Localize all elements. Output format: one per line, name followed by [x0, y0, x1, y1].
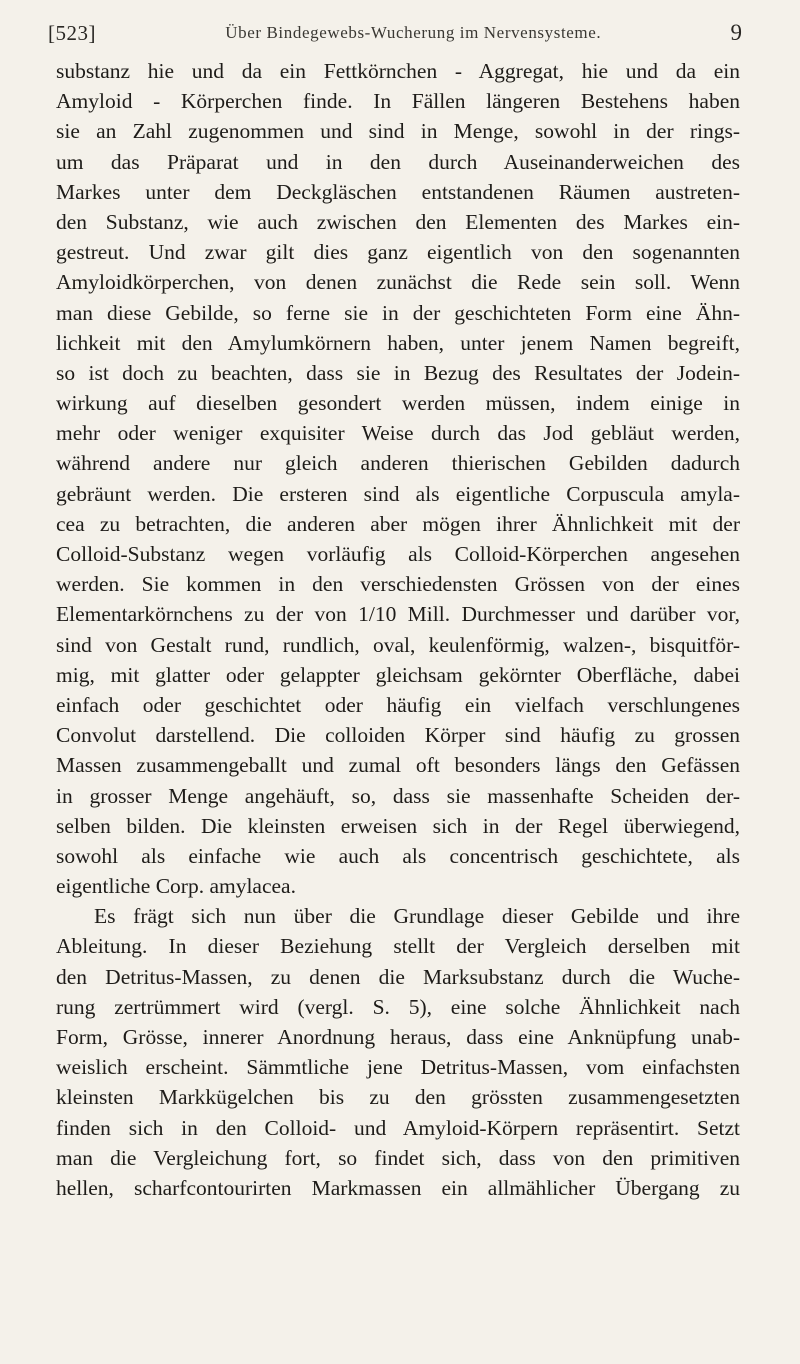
text-line: kleinsten Markkügelchen bis zu den grössten zusammengesetzten: [56, 1085, 740, 1110]
running-title: Über Bindegewebs-Wucherung im Nervensysteme.: [225, 23, 602, 42]
page-reference: [523]: [48, 20, 96, 45]
text-line: cea zu betrachten, die anderen aber mögen ihrer Ähnlichkeit mit der: [56, 511, 740, 536]
text-line: Massen zusammengeballt und zumal oft besonders längs den Gefässen: [56, 753, 740, 778]
text-line: lichkeit mit den Amylumkörnern haben, unter jenem Namen begreift,: [56, 330, 740, 355]
text-line: sie an Zahl zugenommen und sind in Menge, sowohl in der rings-: [56, 119, 740, 144]
text-line: den Substanz, wie auch zwischen den Elementen des Markes ein-: [56, 209, 740, 234]
text-line: Markes unter dem Deckgläschen entstandenen Räumen austreten-: [56, 179, 740, 204]
text-line: finden sich in den Colloid- und Amyloid-Körpern repräsentirt. Setzt: [56, 1115, 740, 1140]
page-number: 9: [730, 20, 742, 45]
paragraph-start-line: Es frägt sich nun über die Grundlage dieser Gebilde und ihre: [94, 904, 740, 929]
text-line: den Detritus-Massen, zu denen die Marksubstanz durch die Wuche-: [56, 964, 740, 989]
text-line: man die Vergleichung fort, so findet sich, dass von den primitiven: [56, 1145, 740, 1170]
body-text: [56, 56, 740, 1203]
text-line: Elementarkörnchens zu der von 1/10 Mill. Durchmesser und darüber vor,: [56, 602, 740, 627]
text-line: sowohl als einfache wie auch als concentrisch geschichtete, als: [56, 843, 740, 868]
text-line: mehr oder weniger exquisiter Weise durch das Jod gebläut werden,: [56, 421, 740, 446]
text-line: Amyloid - Körperchen finde. In Fällen längeren Bestehens haben: [56, 89, 740, 114]
text-line: weislich erscheint. Sämmtliche jene Detritus-Massen, vom einfachsten: [56, 1055, 740, 1080]
text-line: Ableitung. In dieser Beziehung stellt der Vergleich derselben mit: [56, 934, 740, 959]
text-line: Amyloidkörperchen, von denen zunächst die Rede sein soll. Wenn: [56, 270, 740, 295]
text-line: Colloid-Substanz wegen vorläufig als Colloid-Körperchen angesehen: [56, 542, 740, 566]
text-line: während andere nur gleich anderen thierischen Gebilden dadurch: [56, 451, 740, 476]
text-line: hellen, scharfcontourirten Markmassen ein allmählicher Übergang zu: [56, 1175, 740, 1200]
text-line: man diese Gebilde, so ferne sie in der geschichteten Form eine Ähn-: [56, 300, 740, 325]
text-line: einfach oder geschichtet oder häufig ein vielfach verschlungenes: [56, 692, 740, 717]
text-line: sind von Gestalt rund, rundlich, oval, keulenförmig, walzen-, bisquitför-: [56, 632, 740, 657]
text-line: wirkung auf dieselben gesondert werden müssen, indem einige in: [56, 391, 740, 416]
text-line: Form, Grösse, innerer Anordnung heraus, dass eine Anknüpfung unab-: [56, 1025, 740, 1049]
text-line: selben bilden. Die kleinsten erweisen sich in der Regel überwiegend,: [56, 813, 740, 838]
text-line: rung zertrümmert wird (vergl. S. 5), eine solche Ähnlichkeit nach: [56, 994, 740, 1019]
paragraph-end-line: eigentliche Corp. amylacea.: [56, 874, 296, 899]
text-line: mig, mit glatter oder gelappter gleichsam gekörnter Oberfläche, dabei: [56, 662, 740, 687]
text-line: gestreut. Und zwar gilt dies ganz eigentlich von den sogenannten: [56, 240, 740, 265]
text-line: substanz hie und da ein Fettkörnchen - Aggregat, hie und da ein: [56, 59, 740, 83]
text-line: so ist doch zu beachten, dass sie in Bezug des Resultates der Jodein-: [56, 360, 740, 385]
page-header: [48, 16, 742, 50]
text-line: um das Präparat und in den durch Auseinanderweichen des: [56, 149, 740, 174]
text-line: werden. Sie kommen in den verschiedensten Grössen von der eines: [56, 572, 740, 597]
text-line: in grosser Menge angehäuft, so, dass sie massenhafte Scheiden der-: [56, 783, 740, 808]
text-line: gebräunt werden. Die ersteren sind als eigentliche Corpuscula amyla-: [56, 481, 740, 506]
text-line: Convolut darstellend. Die colloiden Körper sind häufig zu grossen: [56, 723, 740, 748]
